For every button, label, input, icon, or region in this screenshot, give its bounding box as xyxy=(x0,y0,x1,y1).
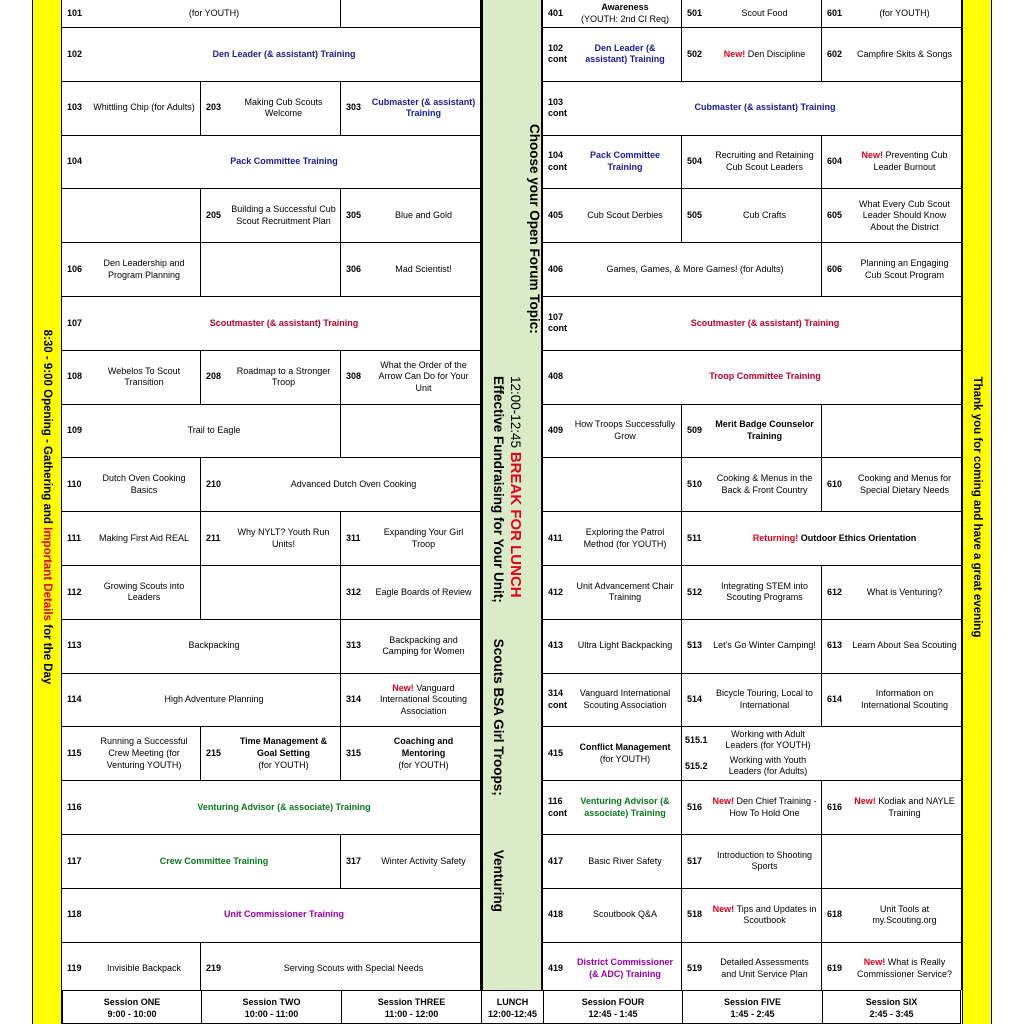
class-cell xyxy=(200,242,341,297)
class-cell: 518 New! Tips and Updates in Scoutbook xyxy=(681,888,822,943)
class-cell: 112 Growing Scouts into Leaders xyxy=(61,565,201,620)
class-cell: 516 New! Den Chief Training - How To Hold One xyxy=(681,780,822,835)
class-cell: 102 Den Leader (& assistant) Training xyxy=(61,27,481,82)
class-cell: 104 Pack Committee Training xyxy=(61,135,481,190)
class-cell: 208 Roadmap to a Stronger Troop xyxy=(200,350,341,405)
class-cell: 110 Dutch Oven Cooking Basics xyxy=(61,457,201,512)
afternoon-schedule-grid xyxy=(543,0,962,996)
class-cell: 314 cont Vanguard International Scouting Association xyxy=(542,673,682,728)
class-cell: 103 Whittling Chip (for Adults) xyxy=(61,81,201,136)
class-cell: 107 Scoutmaster (& assistant) Training xyxy=(61,296,481,351)
class-cell: 406 Games, Games, & More Games! (for Adults) xyxy=(542,242,822,297)
closing-note: Thank you for coming and have a great evening xyxy=(971,376,983,638)
class-cell: 303 Cubmaster (& assistant) Training xyxy=(340,81,481,136)
class-cell xyxy=(340,404,481,459)
class-cell: 109 Trail to Eagle xyxy=(61,404,341,459)
lunch-column xyxy=(481,0,543,990)
class-cell xyxy=(821,834,962,889)
class-cell: 505 Cub Crafts xyxy=(681,188,822,243)
open-forum-heading: Choose your Open Forum Topic: xyxy=(527,124,542,334)
class-cell xyxy=(61,188,201,243)
class-cell: 417 Basic River Safety xyxy=(542,834,682,889)
session-label: Session FOUR 12:45 - 1:45 xyxy=(543,990,683,1024)
class-cell: 315 Coaching and Mentoring (for YOUTH) xyxy=(340,726,481,781)
class-cell: 618 Unit Tools at my.Scouting.org xyxy=(821,888,962,943)
class-cell: 210 Advanced Dutch Oven Cooking xyxy=(200,457,481,512)
class-cell: 116 cont Venturing Advisor (& associate) Training xyxy=(542,780,682,835)
class-cell: 401 Awareness (YOUTH: 2nd CI Req) xyxy=(542,0,682,28)
class-cell: 419 District Commissioner (& ADC) Training xyxy=(542,942,682,997)
class-cell xyxy=(340,0,481,28)
class-cell: 509 Merit Badge Counselor Training xyxy=(681,404,822,459)
class-cell: 409 How Troops Successfully Grow xyxy=(542,404,682,459)
class-cell: 604 New! Preventing Cub Leader Burnout xyxy=(821,135,962,190)
class-cell: 605 What Every Cub Scout Leader Should Know About the District xyxy=(821,188,962,243)
class-cell: 313 Backpacking and Camping for Women xyxy=(340,619,481,674)
lunch-break-label: 12:00-12:45 BREAK FOR LUNCH xyxy=(507,376,524,598)
class-cell: 312 Eagle Boards of Review xyxy=(340,565,481,620)
class-cell: 511 Returning! Outdoor Ethics Orientation xyxy=(681,511,962,566)
class-cell: 501 Scout Food xyxy=(681,0,822,28)
class-cell: 512 Integrating STEM into Scouting Programs xyxy=(681,565,822,620)
class-cell xyxy=(542,457,682,512)
class-cell: 412 Unit Advancement Chair Training xyxy=(542,565,682,620)
class-cell: 102 cont Den Leader (& assistant) Training xyxy=(542,27,682,82)
class-cell: 314 New! Vanguard International Scouting Association xyxy=(340,673,481,728)
class-cell: 203 Making Cub Scouts Welcome xyxy=(200,81,341,136)
class-cell: 308 What the Order of the Arrow Can Do for Your Unit xyxy=(340,350,481,405)
class-cell: 106 Den Leadership and Program Planning xyxy=(61,242,201,297)
class-cell: 114 High Adventure Planning xyxy=(61,673,341,728)
class-cell: 502 New! Den Discipline xyxy=(681,27,822,82)
class-cell: 107 cont Scoutmaster (& assistant) Training xyxy=(542,296,962,351)
class-cell: 519 Detailed Assessments and Unit Service Plan xyxy=(681,942,822,997)
class-cell: 205 Building a Successful Cub Scout Recruitment Plan xyxy=(200,188,341,243)
class-cell: 510 Cooking & Menus in the Back & Front Country xyxy=(681,457,822,512)
class-cell: 115 Running a Successful Crew Meeting (for Venturing YOUTH) xyxy=(61,726,201,781)
session-times-row xyxy=(62,990,962,1024)
class-cell: 101 (for YOUTH) xyxy=(61,0,341,28)
class-cell: 119 Invisible Backpack xyxy=(61,942,201,997)
class-cell: 415 Conflict Management (for YOUTH) xyxy=(542,726,682,781)
class-cell: 614 Information on International Scouting xyxy=(821,673,962,728)
class-cell: 305 Blue and Gold xyxy=(340,188,481,243)
class-cell: 411 Exploring the Patrol Method (for YOUTH) xyxy=(542,511,682,566)
class-cell: 513 Let's Go Winter Camping! xyxy=(681,619,822,674)
class-cell: 117 Crew Committee Training xyxy=(61,834,341,889)
class-cell: 616 New! Kodiak and NAYLE Training xyxy=(821,780,962,835)
class-cell: 606 Planning an Engaging Cub Scout Program xyxy=(821,242,962,297)
session-label: Session TWO 10:00 - 11:00 xyxy=(201,990,342,1024)
class-cell: 317 Winter Activity Safety xyxy=(340,834,481,889)
class-cell: 108 Webelos To Scout Transition xyxy=(61,350,201,405)
class-cell: 612 What is Venturing? xyxy=(821,565,962,620)
class-cell: 113 Backpacking xyxy=(61,619,341,674)
session-label: Session SIX 2:45 - 3:45 xyxy=(822,990,961,1024)
class-cell: 215 Time Management & Goal Setting (for YOUTH) xyxy=(200,726,341,781)
class-cell: 504 Recruiting and Retaining Cub Scout Leaders xyxy=(681,135,822,190)
class-cell: 311 Expanding Your Girl Troop xyxy=(340,511,481,566)
class-cell-split: 515.1 Working with Adult Leaders (for YOUTH) 515.2 Working with Youth Leaders (for Adults) xyxy=(681,726,962,781)
class-cell: 601 (for YOUTH) xyxy=(821,0,962,28)
class-cell: 104 cont Pack Committee Training xyxy=(542,135,682,190)
class-cell: 111 Making First Aid REAL xyxy=(61,511,201,566)
opening-note: 8:30 - 9:00 Opening - Gathering and Important Details for the Day xyxy=(41,329,53,685)
class-cell: 418 Scoutbook Q&A xyxy=(542,888,682,943)
session-label: Session THREE 11:00 - 12:00 xyxy=(341,990,482,1024)
open-forum-topics: Effective Fundraising for Your Unit;Scouts BSA Girl Troops;Venturing xyxy=(491,376,506,913)
class-cell: 514 Bicycle Touring, Local to International xyxy=(681,673,822,728)
session-label: Session FIVE 1:45 - 2:45 xyxy=(682,990,823,1024)
morning-schedule-grid xyxy=(62,0,481,996)
session-label: LUNCH 12:00-12:45 xyxy=(481,990,544,1024)
class-cell: 413 Ultra Light Backpacking xyxy=(542,619,682,674)
class-cell: 602 Campfire Skits & Songs xyxy=(821,27,962,82)
class-cell: 613 Learn About Sea Scouting xyxy=(821,619,962,674)
class-cell: 517 Introduction to Shooting Sports xyxy=(681,834,822,889)
class-cell: 118 Unit Commissioner Training xyxy=(61,888,481,943)
class-cell: 116 Venturing Advisor (& associate) Training xyxy=(61,780,481,835)
class-cell: 103 cont Cubmaster (& assistant) Training xyxy=(542,81,962,136)
class-cell: 408 Troop Committee Training xyxy=(542,350,962,405)
session-label: Session ONE 9:00 - 10:00 xyxy=(62,990,202,1024)
class-cell: 619 New! What is Really Commissioner Service? xyxy=(821,942,962,997)
class-cell xyxy=(821,404,962,459)
class-cell: 211 Why NYLT? Youth Run Units! xyxy=(200,511,341,566)
class-cell xyxy=(200,565,341,620)
class-cell: 306 Mad Scientist! xyxy=(340,242,481,297)
class-cell: 610 Cooking and Menus for Special Dietary Needs xyxy=(821,457,962,512)
class-cell: 219 Serving Scouts with Special Needs xyxy=(200,942,481,997)
class-cell: 405 Cub Scout Derbies xyxy=(542,188,682,243)
